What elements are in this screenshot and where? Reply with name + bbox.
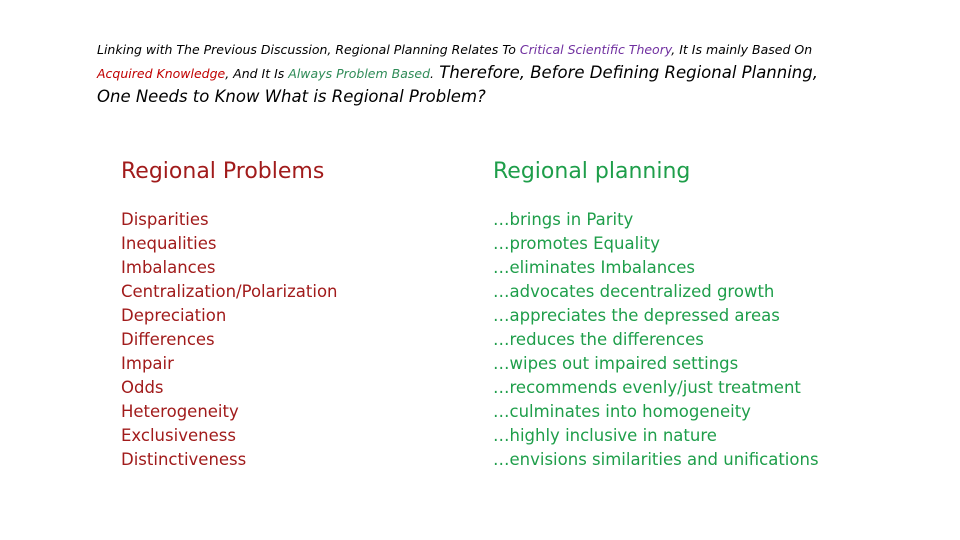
list-item: …brings in Parity xyxy=(493,210,634,229)
intro-text: , And It Is xyxy=(225,66,289,81)
acquired-knowledge-highlight: Acquired Knowledge xyxy=(97,66,226,81)
list-item: Differences xyxy=(121,330,215,349)
intro-question: One Needs to Know What is Regional Problem? xyxy=(97,87,486,106)
list-item: …envisions similarities and unifications xyxy=(493,450,819,469)
list-item: …appreciates the depressed areas xyxy=(493,306,780,325)
intro-line-1 xyxy=(97,40,887,60)
list-item: …eliminates Imbalances xyxy=(493,258,696,277)
list-item: Impair xyxy=(121,354,174,373)
list-item: …reduces the differences xyxy=(493,330,704,349)
regional-problems-list xyxy=(121,208,338,472)
list-item: Imbalances xyxy=(121,258,216,277)
intro-paragraph xyxy=(97,40,887,107)
regional-planning-heading: Regional planning xyxy=(493,159,691,184)
list-item: Disparities xyxy=(121,210,209,229)
regional-planning-column xyxy=(493,158,819,472)
regional-problems-heading: Regional Problems xyxy=(121,159,325,184)
problem-based-highlight: Always Problem Based xyxy=(288,66,431,81)
list-item: …recommends evenly/just treatment xyxy=(493,378,801,397)
list-item: Depreciation xyxy=(121,306,227,325)
regional-problems-column xyxy=(121,158,338,472)
list-item: …highly inclusive in nature xyxy=(493,426,717,445)
intro-text: , It Is mainly Based On xyxy=(671,42,813,57)
list-item: …wipes out impaired settings xyxy=(493,354,739,373)
list-item: …advocates decentralized growth xyxy=(493,282,775,301)
intro-text: Linking with The Previous Discussion, Regional Planning Relates To xyxy=(97,42,520,57)
list-item: Exclusiveness xyxy=(121,426,236,445)
list-item: Distinctiveness xyxy=(121,450,247,469)
list-item: Heterogeneity xyxy=(121,402,239,421)
list-item: …promotes Equality xyxy=(493,234,660,253)
intro-line-2 xyxy=(97,60,887,87)
regional-planning-list xyxy=(493,208,819,472)
list-item: Odds xyxy=(121,378,164,397)
list-item: Centralization/Polarization xyxy=(121,282,338,301)
list-item: Inequalities xyxy=(121,234,217,253)
intro-text: . xyxy=(430,66,435,81)
critical-theory-highlight: Critical Scientific Theory xyxy=(519,42,672,57)
intro-question-lead: Therefore, Before Defining Regional Planning, xyxy=(434,63,818,82)
list-item: …culminates into homogeneity xyxy=(493,402,751,421)
